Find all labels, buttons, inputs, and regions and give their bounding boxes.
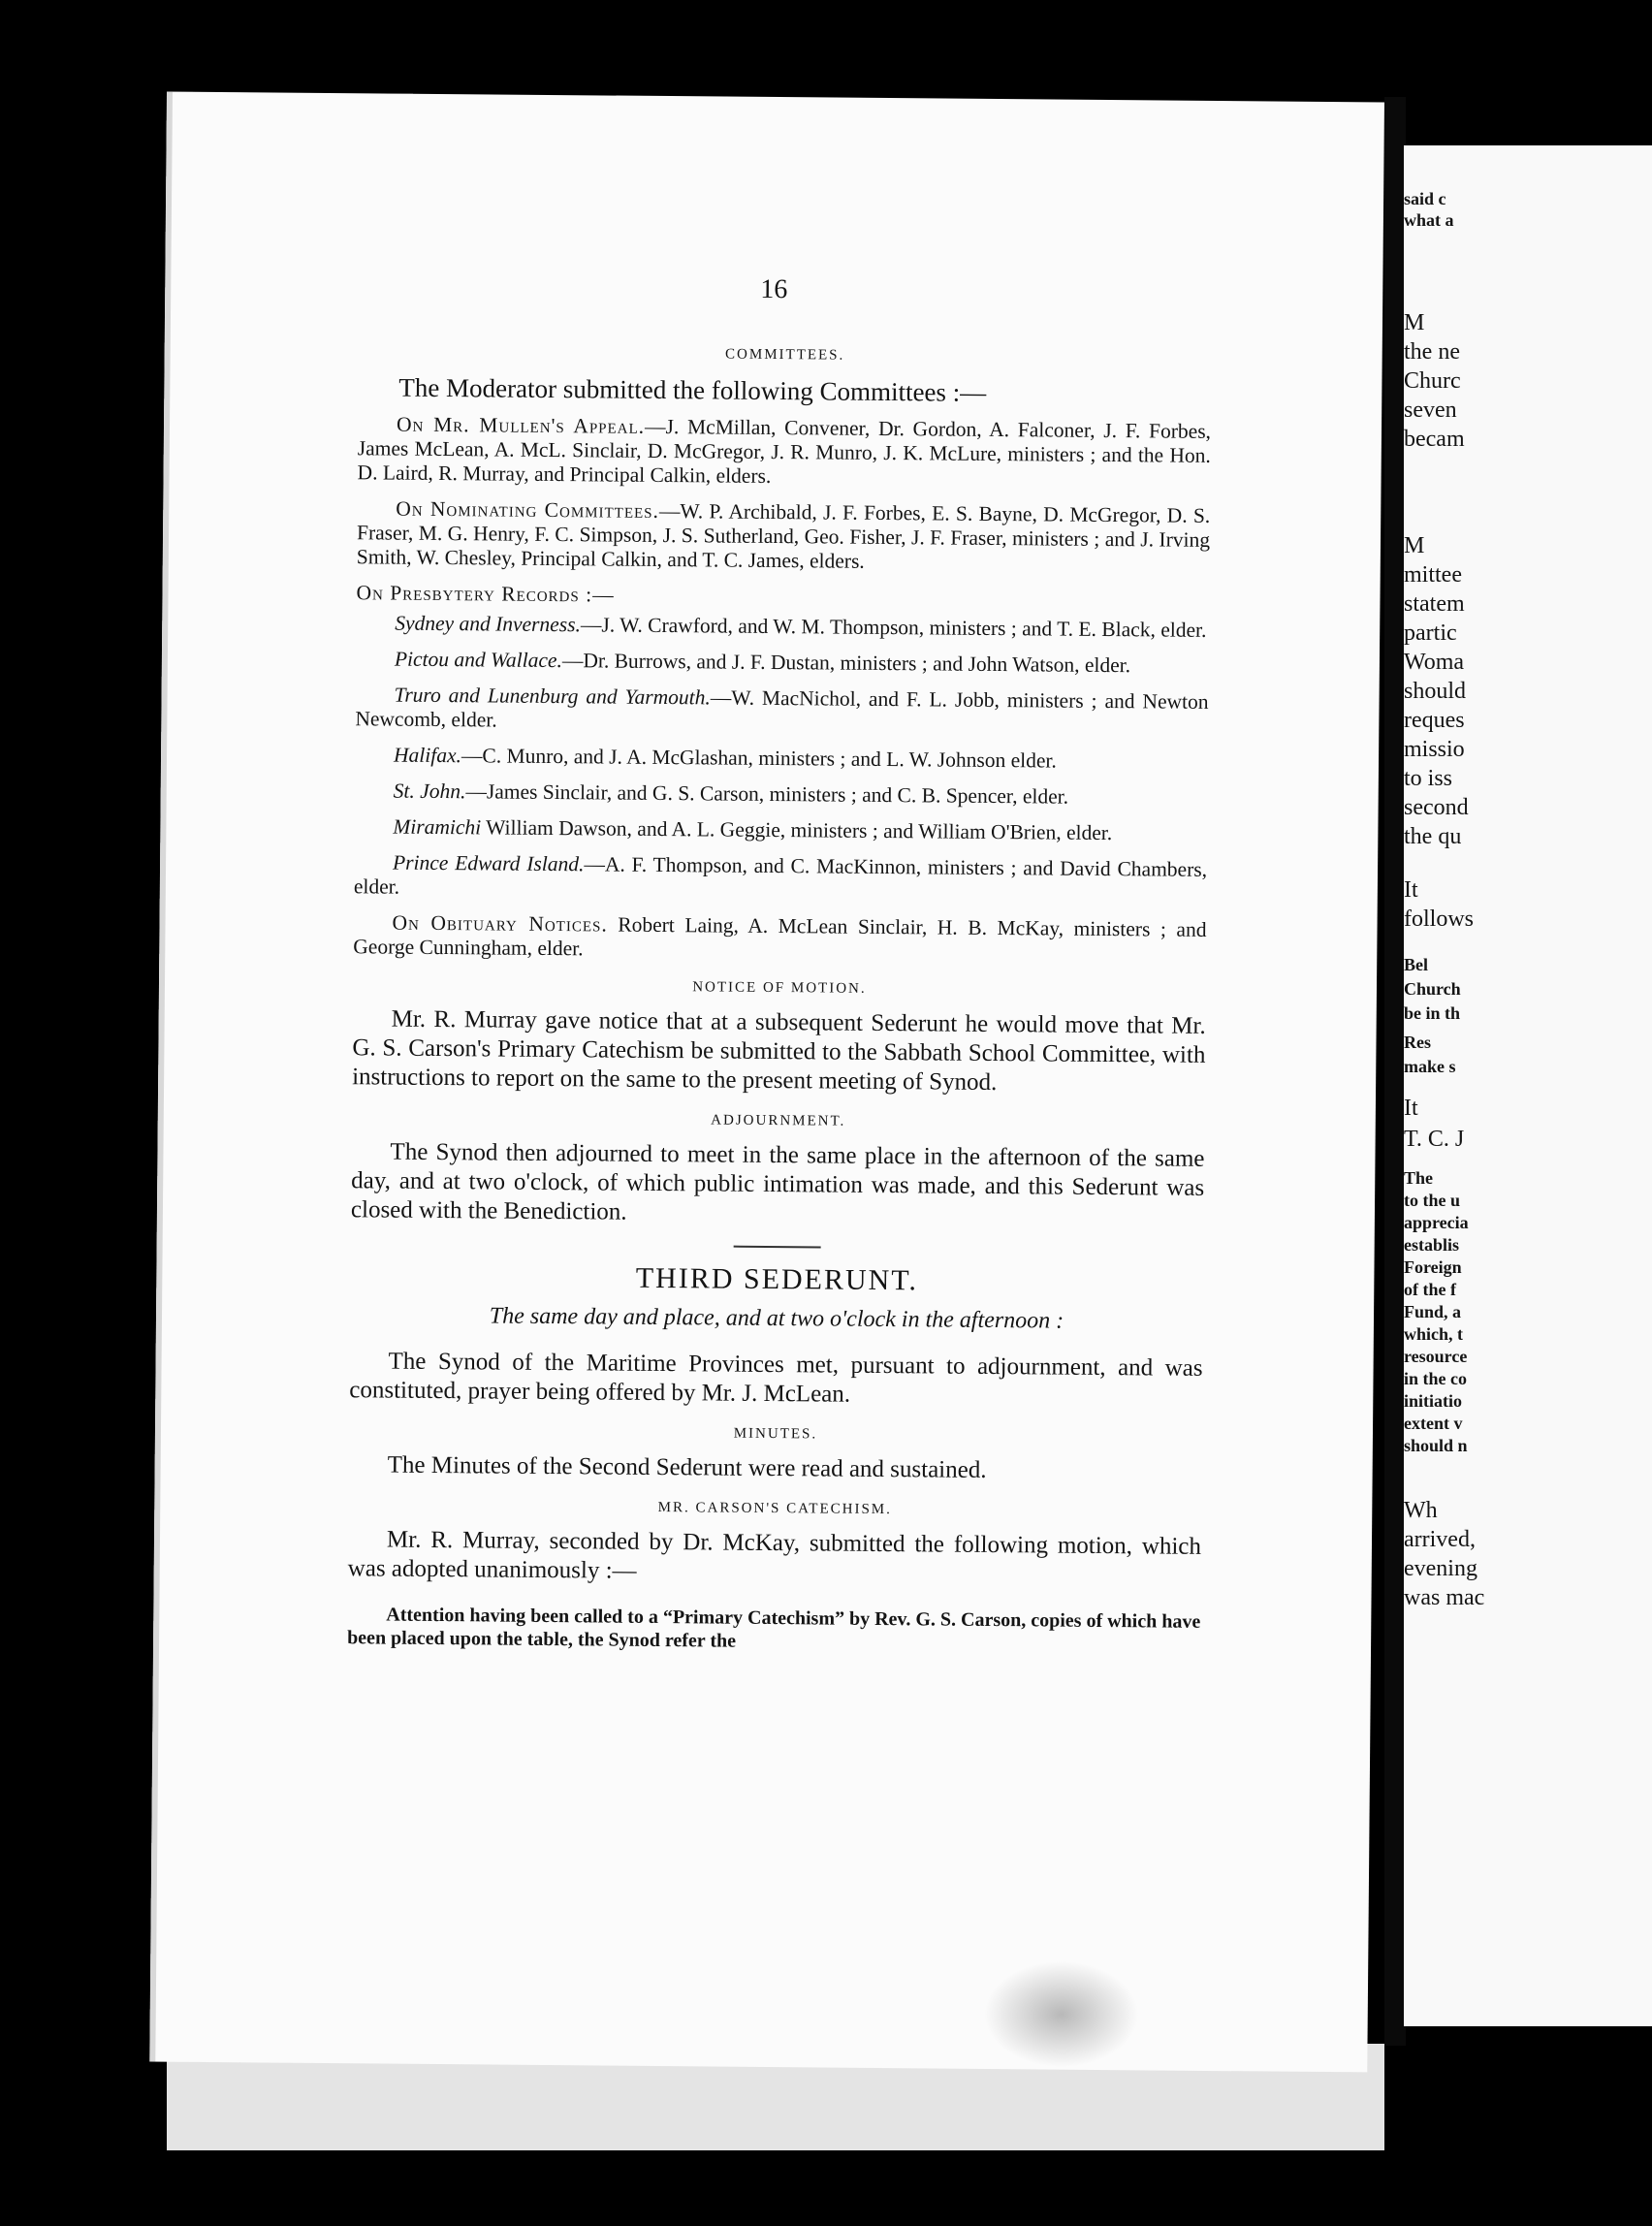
presbytery-text: —J. W. Crawford, and W. M. Thompson, ministers ; and T. E. Black, elder.	[580, 613, 1207, 642]
committee-text: Robert Laing, A. McLean Sinclair, H. B. McKay, ministers ; and George Cunningham, elder.	[353, 912, 1207, 961]
catechism-motion: Attention having been called to a “Primary Catechism” by Rev. G. S. Carson, copies of which have been placed upon the table, the Synod refer the	[347, 1604, 1201, 1652]
facing-page-line: should n	[1404, 1436, 1468, 1455]
facing-page-line: apprecia	[1404, 1213, 1469, 1232]
facing-page-line: the qu	[1404, 824, 1462, 849]
third-sederunt-text: The Synod of the Maritime Provinces met, pursuant to adjournment, and was constituted, prayer being offered by Mr. J. McLean.	[349, 1348, 1203, 1408]
facing-page-line: second	[1404, 795, 1469, 820]
facing-page-line: It	[1404, 877, 1418, 903]
facing-page-line: Church	[1404, 979, 1461, 999]
facing-page-line: to iss	[1404, 766, 1453, 791]
minutes-text: The Minutes of the Second Sederunt were read and sustained.	[387, 1451, 987, 1483]
facing-page-line: follows	[1404, 906, 1474, 932]
facing-page-line: T. C. J	[1404, 1127, 1465, 1152]
page-number: 16	[760, 273, 788, 305]
facing-page-line: to the u	[1404, 1191, 1460, 1210]
facing-page	[1404, 145, 1652, 2026]
facing-page-line: evening	[1404, 1556, 1477, 1581]
presbytery-entry	[355, 779, 1208, 811]
adjournment-text: The Synod then adjourned to meet in the same place in the afternoon of the same day, and at two o'clock, of which public intimation was made, and this Sederunt was closed with the Benediction.	[350, 1138, 1205, 1225]
facing-page-line: said c	[1404, 189, 1446, 208]
presbytery-text: William Dawson, and A. L. Geggie, ministers ; and William O'Brien, elder.	[481, 815, 1113, 845]
facing-page-line: in the co	[1404, 1369, 1467, 1388]
facing-page-line: Bel	[1404, 955, 1428, 974]
catechism-heading: MR. CARSON'S CATECHISM.	[657, 1499, 892, 1518]
facing-page-line: It	[1404, 1096, 1418, 1121]
presbytery-entry	[356, 611, 1209, 643]
ink-smudge	[983, 1960, 1139, 2068]
presbytery-text: —W. MacNichol, and F. L. Jobb, ministers ; and Newton Newcomb, elder.	[355, 685, 1209, 732]
presbytery-text: —James Sinclair, and G. S. Carson, ministers ; and C. B. Spencer, elder.	[465, 779, 1069, 809]
facing-page-line: The	[1404, 1168, 1434, 1188]
facing-page-line: initiatio	[1404, 1391, 1463, 1411]
facing-page-line: Foreign	[1404, 1257, 1462, 1277]
presbytery-place: Sydney and Inverness.	[395, 611, 582, 637]
presbytery-entry	[356, 647, 1209, 679]
presbytery-entry	[354, 814, 1207, 846]
third-sederunt-title: THIRD SEDERUNT.	[635, 1261, 919, 1297]
facing-page-line: missio	[1404, 737, 1465, 762]
presbytery-text: —C. Munro, and J. A. McGlashan, ministers ; and L. W. Johnson elder.	[461, 744, 1057, 773]
committee-mullen	[357, 412, 1211, 493]
presbytery-place: Prince Edward Island.	[392, 850, 585, 876]
facing-page-line: seven	[1404, 398, 1457, 423]
facing-page-line: Churc	[1404, 368, 1461, 394]
facing-page-line: M	[1404, 310, 1425, 335]
minutes-heading: MINUTES.	[733, 1425, 818, 1443]
facing-page-line: what a	[1404, 210, 1454, 230]
facing-page-line: statem	[1404, 591, 1465, 617]
page-content	[347, 326, 1212, 1676]
book-spine	[1384, 97, 1406, 2046]
presbytery-place: St. John.	[393, 779, 466, 804]
facing-page-line: becam	[1404, 427, 1465, 452]
presbytery-place: Pictou and Wallace.	[394, 647, 562, 673]
facing-page-line: which, t	[1404, 1324, 1464, 1344]
committee-title: On Presbytery Records :—	[356, 581, 615, 607]
facing-page-line: Res	[1404, 1033, 1431, 1052]
presbytery-text: —Dr. Burrows, and J. F. Dustan, ministers ; and John Watson, elder.	[561, 649, 1131, 678]
facing-page-text	[1404, 145, 1652, 2026]
facing-page-line: Woma	[1404, 650, 1465, 675]
main-page	[149, 92, 1384, 2073]
committee-obituary	[353, 910, 1206, 967]
facing-page-line: arrived,	[1404, 1527, 1476, 1552]
facing-page-line: M	[1404, 533, 1425, 558]
facing-page-line: Fund, a	[1404, 1302, 1462, 1321]
committee-title: On Nominating Committees.	[396, 496, 660, 523]
presbytery-entry	[354, 850, 1207, 906]
facing-page-line: extent v	[1404, 1414, 1463, 1433]
facing-page-line: mittee	[1404, 562, 1462, 588]
facing-page-line: resource	[1404, 1347, 1468, 1366]
facing-page-line: Wh	[1404, 1498, 1438, 1523]
presbytery-place: Halifax.	[393, 743, 462, 768]
presbytery-text: —A. F. Thompson, and C. MacKinnon, ministers ; and David Chambers, elder.	[353, 852, 1208, 899]
third-sederunt-subtitle: The same day and place, and at two o'clock in the afternoon :	[489, 1303, 1064, 1334]
committee-title: On Obituary Notices.	[392, 910, 608, 937]
facing-page-line: make s	[1404, 1057, 1456, 1076]
notice-text: Mr. R. Murray gave notice that at a subsequent Sederunt he would move that Mr. G. S. Carson's Primary Catechism be submitted to the Sabbath School Committee, with instructions to report on the same to the present meeting of Synod.	[352, 1005, 1206, 1097]
committee-title: On Mr. Mullen's Appeal.	[396, 412, 646, 438]
facing-page-line: of the f	[1404, 1280, 1456, 1299]
presbytery-place: Miramichi	[393, 814, 482, 840]
adjournment-heading: ADJOURNMENT.	[711, 1112, 846, 1129]
presbytery-entry	[355, 683, 1208, 739]
presbytery-entry	[355, 743, 1208, 775]
committees-heading: COMMITTEES.	[724, 346, 845, 364]
committees-lead: The Moderator submitted the following Committees :—	[398, 372, 987, 407]
committee-nominating	[357, 496, 1211, 577]
notice-heading: NOTICE OF MOTION.	[692, 979, 867, 997]
presbytery-place: Truro and Lunenburg and Yarmouth.	[394, 683, 711, 710]
facing-page-line: was mac	[1404, 1585, 1485, 1610]
catechism-text: Mr. R. Murray, seconded by Dr. McKay, submitted the following motion, which was adopted unanimously :—	[347, 1526, 1202, 1584]
facing-page-line: be in th	[1404, 1003, 1461, 1023]
facing-page-line: partic	[1404, 620, 1457, 646]
committee-text: —W. P. Archibald, J. F. Forbes, E. S. Bayne, D. McGregor, D. S. Fraser, M. G. Henry, F. C. Simpson, J. S. Sutherland, Geo. Fisher, J. F. Fraser, ministers ; and J. Irving Smith, W. Chesley, Principal Calkin, and T. C. James, elders.	[356, 498, 1211, 573]
committee-presbytery	[356, 581, 1209, 613]
facing-page-line: the ne	[1404, 339, 1460, 365]
facing-page-line: should	[1404, 679, 1467, 704]
facing-page-line: reques	[1404, 708, 1465, 733]
committee-text: —J. McMillan, Convener, Dr. Gordon, A. Falconer, J. F. Forbes, James McLean, A. McL. Sinclair, D. McGregor, J. R. Munro, J. K. McLure, ministers ; and the Hon. D. Laird, R. Murray, and Principal Calkin, elders.	[357, 414, 1212, 488]
facing-page-line: establis	[1404, 1235, 1460, 1255]
section-rule	[734, 1246, 821, 1249]
